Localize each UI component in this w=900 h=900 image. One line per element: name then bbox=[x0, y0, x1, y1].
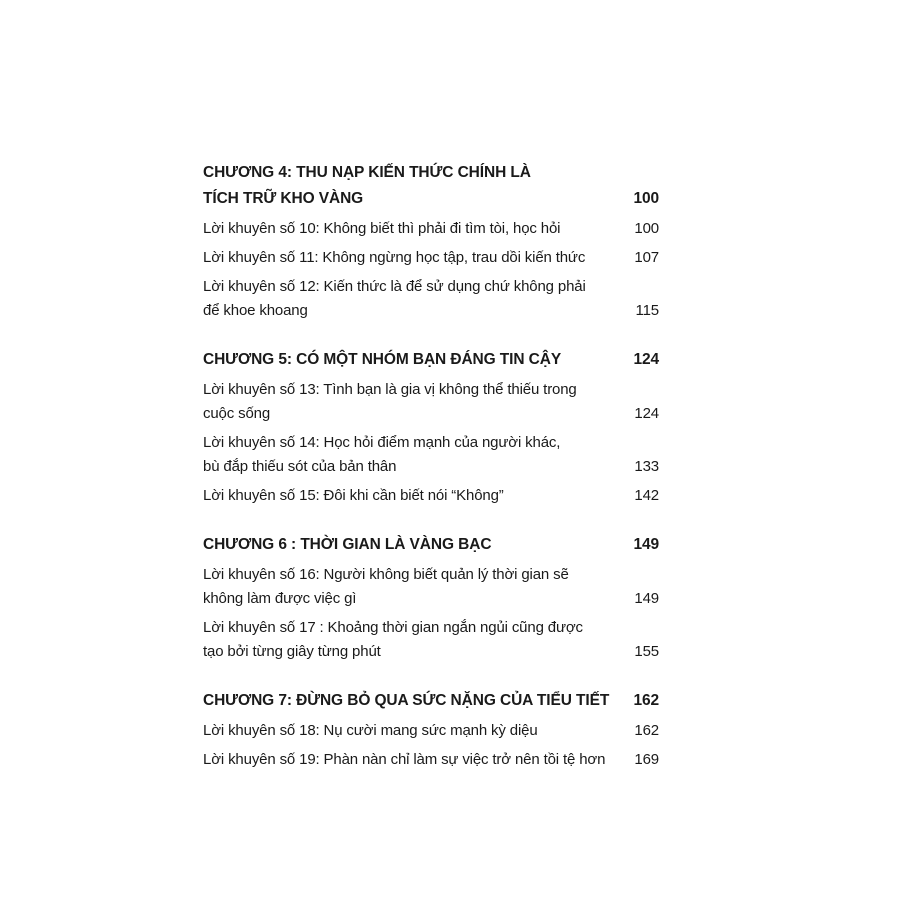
chapter-page-number: 100 bbox=[633, 190, 659, 207]
toc-entry bbox=[203, 748, 659, 772]
toc-entry bbox=[203, 616, 659, 664]
toc-entry bbox=[203, 217, 659, 241]
chapter-page-number: 162 bbox=[633, 692, 659, 709]
chapter-4 bbox=[203, 160, 659, 323]
toc-entry bbox=[203, 484, 659, 508]
toc-entry bbox=[203, 563, 659, 611]
chapter-title bbox=[203, 160, 629, 212]
toc-entry bbox=[203, 275, 659, 323]
toc-entry bbox=[203, 246, 659, 270]
entry-title-line: Lời khuyên số 16: Người không biết quản lý thời gian sẽ bbox=[203, 566, 569, 583]
entry-page-number: 155 bbox=[634, 643, 659, 660]
entry-title-line: tạo bởi từng giây từng phút bbox=[203, 643, 381, 660]
entry-title-line: Lời khuyên số 11: Không ngừng học tập, trau dồi kiến thức bbox=[203, 249, 586, 266]
chapter-title bbox=[203, 347, 629, 373]
entry-title-line: Lời khuyên số 15: Đôi khi cần biết nói “Không” bbox=[203, 487, 504, 504]
entry-title-line: Lời khuyên số 19: Phàn nàn chỉ làm sự việc trở nên tồi tệ hơn bbox=[203, 751, 606, 768]
entry-title-line: Lời khuyên số 10: Không biết thì phải đi tìm tòi, học hỏi bbox=[203, 220, 561, 237]
chapter-title-line: CHƯƠNG 4: THU NẠP KIẾN THỨC CHÍNH LÀ bbox=[203, 164, 531, 181]
entry-title-line: để khoe khoang bbox=[203, 302, 308, 319]
entry-title-line: bù đắp thiếu sót của bản thân bbox=[203, 458, 397, 475]
entry-title bbox=[203, 378, 629, 426]
chapter-heading bbox=[203, 688, 659, 714]
chapter-heading bbox=[203, 160, 659, 212]
chapter-title bbox=[203, 532, 629, 558]
chapter-title-line: CHƯƠNG 7: ĐỪNG BỎ QUA SỨC NẶNG CỦA TIỂU TIẾT bbox=[203, 692, 610, 709]
entry-page-number: 142 bbox=[634, 487, 659, 504]
entry-page-number: 133 bbox=[634, 458, 659, 475]
entry-title-line: Lời khuyên số 14: Học hỏi điểm mạnh của người khác, bbox=[203, 434, 561, 451]
entry-title bbox=[203, 484, 629, 508]
entry-title bbox=[203, 275, 629, 323]
entry-title-line: Lời khuyên số 12: Kiến thức là để sử dụng chứ không phải bbox=[203, 278, 586, 295]
entry-title bbox=[203, 616, 629, 664]
entry-title bbox=[203, 246, 629, 270]
entry-page-number: 169 bbox=[634, 751, 659, 768]
chapter-5 bbox=[203, 347, 659, 508]
chapter-page-number: 124 bbox=[633, 351, 659, 368]
entry-title bbox=[203, 563, 629, 611]
chapter-title bbox=[203, 688, 629, 714]
chapter-page-number: 149 bbox=[633, 536, 659, 553]
entry-title-line: không làm được việc gì bbox=[203, 590, 357, 607]
chapter-title-line: CHƯƠNG 6 : THỜI GIAN LÀ VÀNG BẠC bbox=[203, 536, 492, 553]
chapter-title-line: TÍCH TRỮ KHO VÀNG bbox=[203, 190, 364, 207]
chapter-heading bbox=[203, 347, 659, 373]
entry-title bbox=[203, 719, 629, 743]
entry-title bbox=[203, 217, 629, 241]
entry-page-number: 162 bbox=[634, 722, 659, 739]
toc-entry bbox=[203, 378, 659, 426]
entry-title-line: Lời khuyên số 13: Tình bạn là gia vị không thể thiếu trong bbox=[203, 381, 577, 398]
table-of-contents bbox=[203, 160, 659, 796]
chapter-title-line: CHƯƠNG 5: CÓ MỘT NHÓM BẠN ĐÁNG TIN CẬY bbox=[203, 351, 562, 368]
entry-title bbox=[203, 748, 629, 772]
chapter-6 bbox=[203, 532, 659, 664]
entry-page-number: 124 bbox=[634, 405, 659, 422]
entry-page-number: 107 bbox=[634, 249, 659, 266]
chapter-7 bbox=[203, 688, 659, 772]
entry-title-line: Lời khuyên số 18: Nụ cười mang sức mạnh kỳ diệu bbox=[203, 722, 538, 739]
entry-title-line: Lời khuyên số 17 : Khoảng thời gian ngắn ngủi cũng được bbox=[203, 619, 583, 636]
toc-entry bbox=[203, 719, 659, 743]
entry-title-line: cuộc sống bbox=[203, 405, 271, 422]
entry-page-number: 100 bbox=[634, 220, 659, 237]
entry-page-number: 149 bbox=[634, 590, 659, 607]
entry-page-number: 115 bbox=[635, 302, 659, 319]
entry-title bbox=[203, 431, 629, 479]
chapter-heading bbox=[203, 532, 659, 558]
toc-entry bbox=[203, 431, 659, 479]
